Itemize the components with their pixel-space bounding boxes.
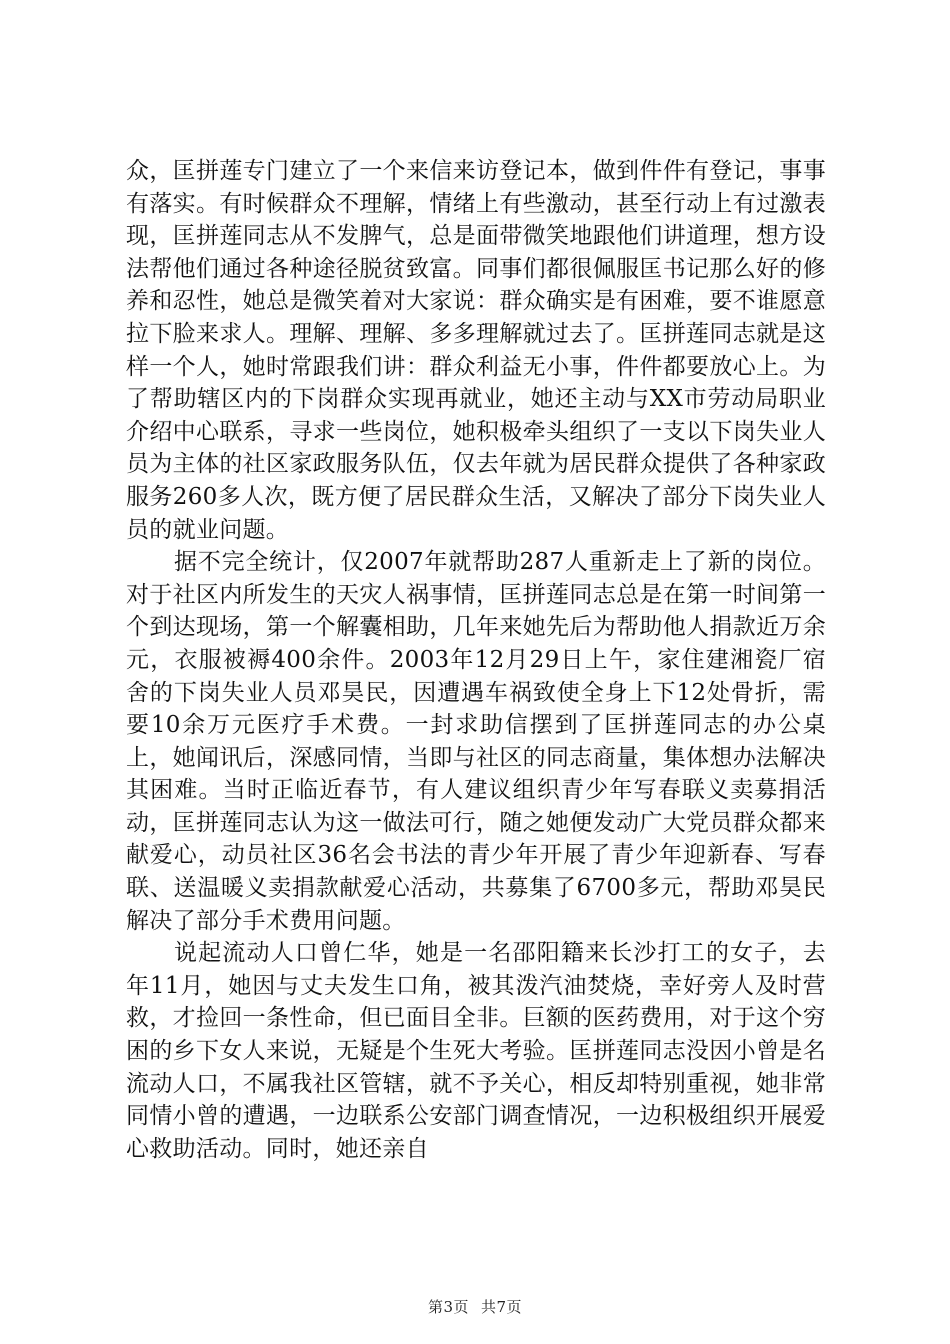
page-footer: [0, 1296, 950, 1317]
paragraph-2: 据不完全统计，仅2007年就帮助287人重新走上了新的岗位。对于社区内所发生的天灾人祸事情，匡拼莲同志总是在第一时间第一个到达现场，第一个解囊相助，几年来她先后为帮助他人捐款近万余元，衣服被褥400余件。2003年12月29日上午，家住建湘瓷厂宿舍的下岗失业人员邓昊民，因遭遇车祸致使全身上下12处骨折，需要10余万元医疗手术费。一封求助信摆到了匡拼莲同志的办公桌上，她闻讯后，深感同情，当即与社区的同志商量，集体想办法解决其困难。当时正临近春节，有人建议组织青少年写春联义卖募捐活动，匡拼莲同志认为这一做法可行，随之她便发动广大党员群众都来献爱心，动员社区36名会书法的青少年开展了青少年迎新春、写春联、送温暖义卖捐款献爱心活动，共募集了6700多元，帮助邓昊民解决了部分手术费用问题。: [126, 549, 826, 934]
document-body: [126, 155, 826, 1165]
page-total: 共7页: [481, 1298, 523, 1316]
paragraph-1: 众，匡拼莲专门建立了一个来信来访登记本，做到件件有登记，事事有落实。有时候群众不理解，情绪上有些激动，甚至行动上有过激表现，匡拼莲同志从不发脾气，总是面带微笑地跟他们讲道理，想方设法帮他们通过各种途径脱贫致富。同事们都很佩服匡书记那么好的修养和忍性，她总是微笑着对大家说：群众确实是有困难，要不谁愿意拉下脸来求人。理解、理解、多多理解就过去了。匡拼莲同志就是这样一个人，她时常跟我们讲：群众利益无小事，件件都要放心上。为了帮助辖区内的下岗群众实现再就业，她还主动与XX市劳动局职业介绍中心联系，寻求一些岗位，她积极牵头组织了一支以下岗失业人员为主体的社区家政服务队伍，仅去年就为居民群众提供了各种家政服务260多人次，既方便了居民群众生活，又解决了部分下岗失业人员的就业问题。: [126, 158, 826, 543]
paragraph-3: 说起流动人口曾仁华，她是一名邵阳籍来长沙打工的女子，去年11月，她因与丈夫发生口角，被其泼汽油焚烧，幸好旁人及时营救，才捡回一条性命，但已面目全非。巨额的医药费用，对于这个穷困的乡下女人来说，无疑是个生死大考验。匡拼莲同志没因小曾是名流动人口，不属我社区管辖，就不予关心，相反却特别重视，她非常同情小曾的遭遇，一边联系公安部门调查情况，一边积极组织开展爱心救助活动。同时，她还亲自: [126, 940, 826, 1162]
page-number: 第3页: [427, 1298, 469, 1316]
